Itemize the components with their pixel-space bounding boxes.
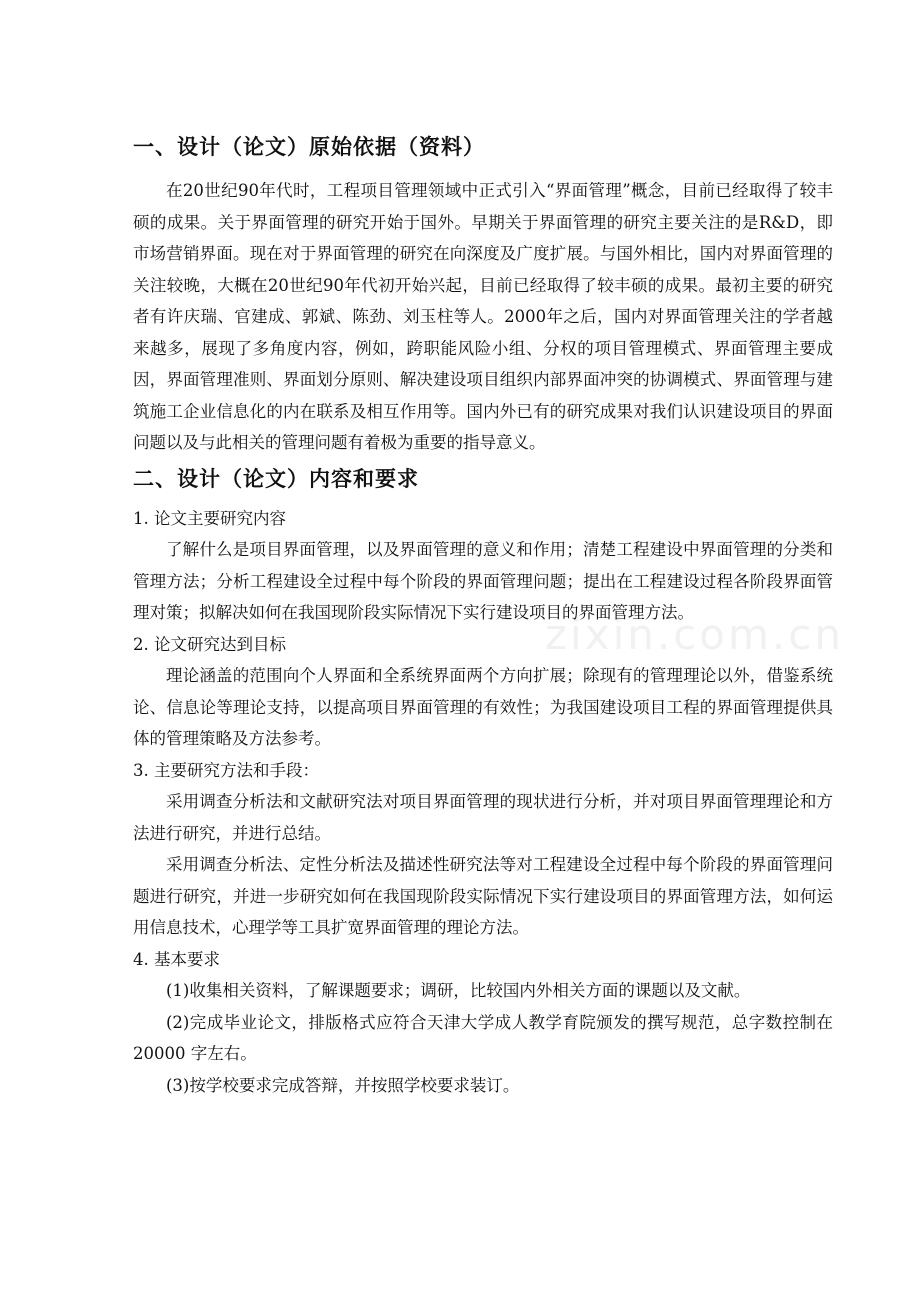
item-2 — [133, 629, 833, 755]
item-1-paragraph: 了解什么是项目界面管理，以及界面管理的意义和作用；清楚工程建设中界面管理的分类和管理方法；分析工程建设全过程中每个阶段的界面管理问题；提出在工程建设过程各阶段界面管理对策；拟解决如何在我国现阶段实际情况下实行建设项目的界面管理方法。 — [133, 540, 833, 622]
watermark: zixin.com.cn — [545, 610, 844, 659]
item-1-heading: 1. 论文主要研究内容 — [133, 508, 286, 528]
document-content — [133, 133, 833, 1101]
item-4-paragraph-1: (1)收集相关资料，了解课题要求；调研，比较国内外相关方面的课题以及文献。 — [166, 981, 751, 1000]
item-1 — [133, 503, 833, 629]
item-4 — [133, 944, 833, 1102]
item-4-paragraph-2: (2)完成毕业论文，排版格式应符合天津大学成人教学育院颁发的撰写规范，总字数控制在 20000 字左右。 — [133, 1012, 833, 1063]
item-3-paragraph-2: 采用调查分析法、定性分析法及描述性研究法等对工程建设全过程中每个阶段的界面管理问题进行研究，并进一步研究如何在我国现阶段实际情况下实行建设项目的界面管理方法，如何运用信息技术，心理学等工具扩宽界面管理的理论方法。 — [133, 855, 833, 937]
section-2-title: 二、设计（论文）内容和要求 — [133, 465, 419, 491]
section-1-title: 一、设计（论文）原始依据（资料） — [133, 134, 485, 159]
item-2-heading: 2. 论文研究达到目标 — [133, 634, 286, 654]
item-2-paragraph: 理论涵盖的范围向个人界面和全系统界面两个方向扩展；除现有的管理理论以外，借鉴系统论、信息论等理论支持，以提高项目界面管理的有效性；为我国建设项目工程的界面管理提供具体的管理策略及方法参考。 — [133, 666, 833, 748]
section-1-paragraph: 在20世纪90年代时，工程项目管理领域中正式引入“界面管理”概念，目前已经取得了较丰硕的成果。关于界面管理的研究开始于国外。早期关于界面管理的研究主要关注的是R&D，即市场营销界面。现在对于界面管理的研究在向深度及广度扩展。与国外相比，国内对界面管理的关注较晚，大概在20世纪90年代初开始兴起，目前已经取得了较丰硕的成果。最初主要的研究者有许庆瑞、官建成、郭斌、陈劲、刘玉柱等人。2000年之后，国内对界面管理关注的学者越来越多，展现了多角度内容，例如，跨职能风险小组、分权的项目管理模式、界面管理主要成因，界面管理准则、界面划分原则、解决建设项目组织内部界面冲突的协调模式、界面管理与建筑施工企业信息化的内在联系及相互作用等。国内外已有的研究成果对我们认识建设项目的界面问题以及与此相关的管理问题有着极为重要的指导意义。 — [133, 181, 833, 452]
item-4-paragraph-3: (3)按学校要求完成答辩，并按照学校要求装订。 — [166, 1075, 520, 1095]
item-3 — [133, 755, 833, 944]
item-3-paragraph-1: 采用调查分析法和文献研究法对项目界面管理的现状进行分析，并对项目界面管理理论和方法进行研究，并进行总结。 — [133, 792, 833, 843]
item-3-heading: 3. 主要研究方法和手段： — [133, 760, 319, 780]
item-4-heading: 4. 基本要求 — [133, 949, 220, 969]
